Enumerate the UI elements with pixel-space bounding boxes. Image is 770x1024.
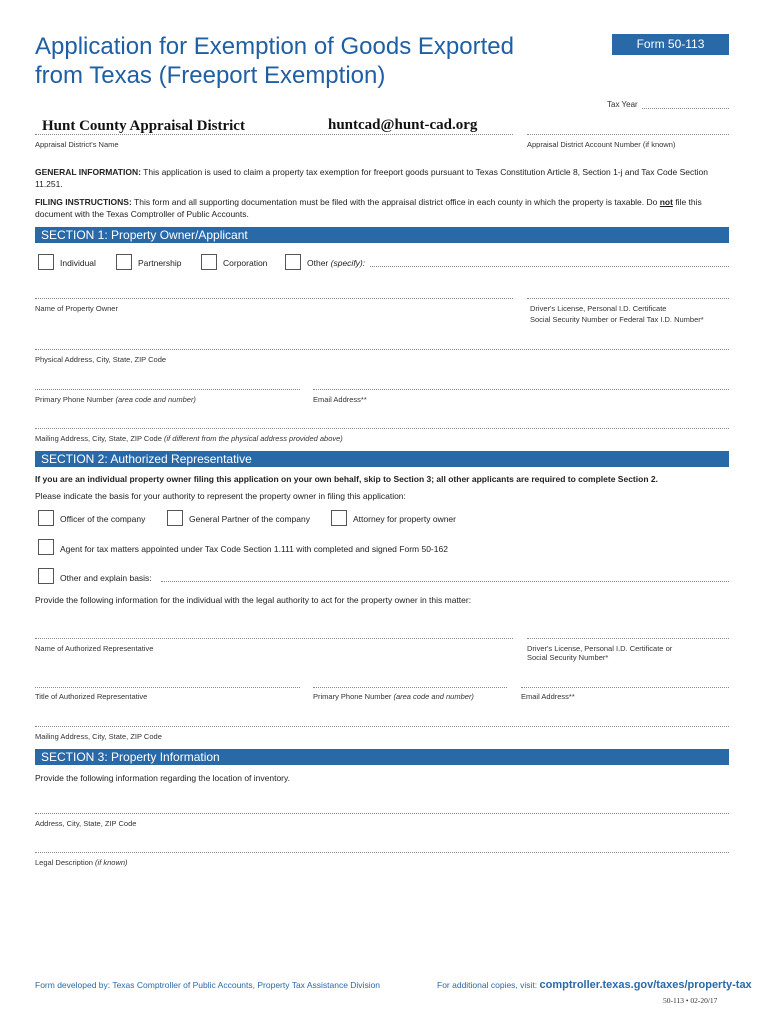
other-label: Other <box>307 258 329 268</box>
section2-basis-text: Please indicate the basis for your authority to represent the property owner in filing this application: <box>35 491 406 501</box>
physical-address-field[interactable] <box>35 349 729 350</box>
rep-id-label-2: Social Security Number* <box>527 653 609 662</box>
form-title-line1: Application for Exemption of Goods Exported <box>35 33 514 60</box>
checkbox-officer[interactable] <box>38 510 54 526</box>
section2-header <box>35 451 729 467</box>
rep-id-label-1: Driver's License, Personal I.D. Certificate or <box>527 644 673 653</box>
owner-mailing-label <box>35 434 343 443</box>
rep-title-field[interactable] <box>35 687 300 688</box>
filing-text-1: This form and all supporting documentation must be filed with the appraisal district office in each county in which the property is taxable. Do <box>134 197 660 207</box>
district-name-value: Hunt County Appraisal District <box>42 118 245 134</box>
footer-copies-prefix: For additional copies, visit: <box>437 980 538 990</box>
checkbox-attorney[interactable] <box>331 510 347 526</box>
section3-title: SECTION 3: Property Information <box>41 750 220 764</box>
general-info-text: This application is used to claim a property tax exemption for freeport goods pursuant to Texas Constitution Article 8, Section 1-j and Tax Code Section 11.251. <box>35 167 708 189</box>
form-number-badge: Form 50-113 <box>612 34 729 55</box>
rep-phone-label-text: Primary Phone Number <box>313 692 392 701</box>
checkbox-corporation-label: Corporation <box>223 258 268 268</box>
district-name-field[interactable] <box>35 134 513 135</box>
legal-description-hint: (if known) <box>95 858 128 867</box>
legal-description-field[interactable] <box>35 852 729 853</box>
district-email-value: huntcad@hunt-cad.org <box>328 117 478 133</box>
checkbox-other-basis-label: Other and explain basis: <box>60 573 152 583</box>
section2-instruction: If you are an individual property owner filing this application on your own behalf, skip to Section 3; all other applicants are required to complete Section 2. <box>35 474 658 484</box>
physical-address-label: Physical Address, City, State, ZIP Code <box>35 355 167 364</box>
rep-mailing-field[interactable] <box>35 726 729 727</box>
checkbox-other-label <box>307 258 365 268</box>
footer-developed-by: Form developed by: Texas Comptroller of Public Accounts, Property Tax Assistance Division <box>35 980 381 990</box>
rep-mailing-label: Mailing Address, City, State, ZIP Code <box>35 732 162 741</box>
rep-title-label: Title of Authorized Representative <box>35 692 148 701</box>
section2-provide-text: Provide the following information for the individual with the legal authority to act for the property owner in this matter: <box>35 595 472 605</box>
rep-email-field[interactable] <box>521 687 729 688</box>
filing-text-2: file this document with the Texas Comptroller of Public Accounts. <box>35 197 702 219</box>
owner-name-field[interactable] <box>35 298 513 299</box>
district-account-label: Appraisal District Account Number (if known) <box>527 140 676 149</box>
owner-phone-label <box>35 395 196 404</box>
owner-mailing-label-text: Mailing Address, City, State, ZIP Code <box>35 434 162 443</box>
rep-phone-label <box>313 692 474 701</box>
rep-name-label: Name of Authorized Representative <box>35 644 154 653</box>
owner-id-field[interactable] <box>527 298 729 299</box>
checkbox-officer-label: Officer of the company <box>60 514 146 524</box>
checkbox-corporation[interactable] <box>201 254 217 270</box>
owner-mailing-hint: (if different from the physical address provided above) <box>163 434 343 443</box>
rep-phone-hint: (area code and number) <box>393 692 474 701</box>
owner-phone-field[interactable] <box>35 389 300 390</box>
rep-email-label: Email Address** <box>521 692 575 701</box>
footer-copies-link[interactable]: comptroller.texas.gov/taxes/property-tax <box>539 979 752 991</box>
form-title <box>35 32 514 90</box>
other-specify-field[interactable] <box>370 266 729 267</box>
section3-header <box>35 749 729 765</box>
rep-name-field[interactable] <box>35 638 513 639</box>
owner-mailing-field[interactable] <box>35 428 729 429</box>
general-info-heading: GENERAL INFORMATION: <box>35 167 141 177</box>
form-title-line2: from Texas (Freeport Exemption) <box>35 62 386 89</box>
footer-form-code: 50-113 • 02-20/17 <box>663 996 718 1005</box>
footer-copies <box>437 979 752 991</box>
tax-year-label: Tax Year <box>607 100 638 109</box>
owner-phone-label-text: Primary Phone Number <box>35 395 114 404</box>
filing-not: not <box>659 197 673 207</box>
rep-phone-field[interactable] <box>313 687 507 688</box>
section1-title: SECTION 1: Property Owner/Applicant <box>41 228 248 242</box>
section3-provide-text: Provide the following information regarding the location of inventory. <box>35 773 290 783</box>
checkbox-general-partner[interactable] <box>167 510 183 526</box>
filing-instructions <box>35 196 729 220</box>
checkbox-partnership[interactable] <box>116 254 132 270</box>
district-name-label: Appraisal District's Name <box>35 140 119 149</box>
legal-description-label <box>35 858 128 867</box>
checkbox-attorney-label: Attorney for property owner <box>353 514 456 524</box>
section1-header <box>35 227 729 243</box>
owner-phone-hint: (area code and number) <box>115 395 196 404</box>
rep-id-field[interactable] <box>527 638 729 639</box>
other-specify-hint: (specify): <box>330 258 366 268</box>
owner-id-label-1: Driver's License, Personal I.D. Certificate <box>530 304 667 313</box>
checkbox-general-partner-label: General Partner of the company <box>189 514 310 524</box>
owner-id-label-2: Social Security Number or Federal Tax I.D. Number* <box>530 315 704 324</box>
checkbox-agent-label: Agent for tax matters appointed under Tax Code Section 1.111 with completed and signed Form 50-162 <box>60 544 448 554</box>
property-address-label: Address, City, State, ZIP Code <box>35 819 137 828</box>
checkbox-individual[interactable] <box>38 254 54 270</box>
section2-title: SECTION 2: Authorized Representative <box>41 452 252 466</box>
tax-year-field[interactable] <box>642 108 729 109</box>
property-address-field[interactable] <box>35 813 729 814</box>
checkbox-agent[interactable] <box>38 539 54 555</box>
checkbox-other-basis[interactable] <box>38 568 54 584</box>
filing-heading: FILING INSTRUCTIONS: <box>35 197 132 207</box>
checkbox-individual-label: Individual <box>60 258 96 268</box>
general-information <box>35 166 729 190</box>
owner-name-label: Name of Property Owner <box>35 304 118 313</box>
owner-email-field[interactable] <box>313 389 729 390</box>
checkbox-other[interactable] <box>285 254 301 270</box>
legal-description-label-text: Legal Description <box>35 858 93 867</box>
owner-email-label: Email Address** <box>313 395 367 404</box>
other-basis-field[interactable] <box>161 581 729 582</box>
district-account-field[interactable] <box>527 134 729 135</box>
checkbox-partnership-label: Partnership <box>138 258 182 268</box>
